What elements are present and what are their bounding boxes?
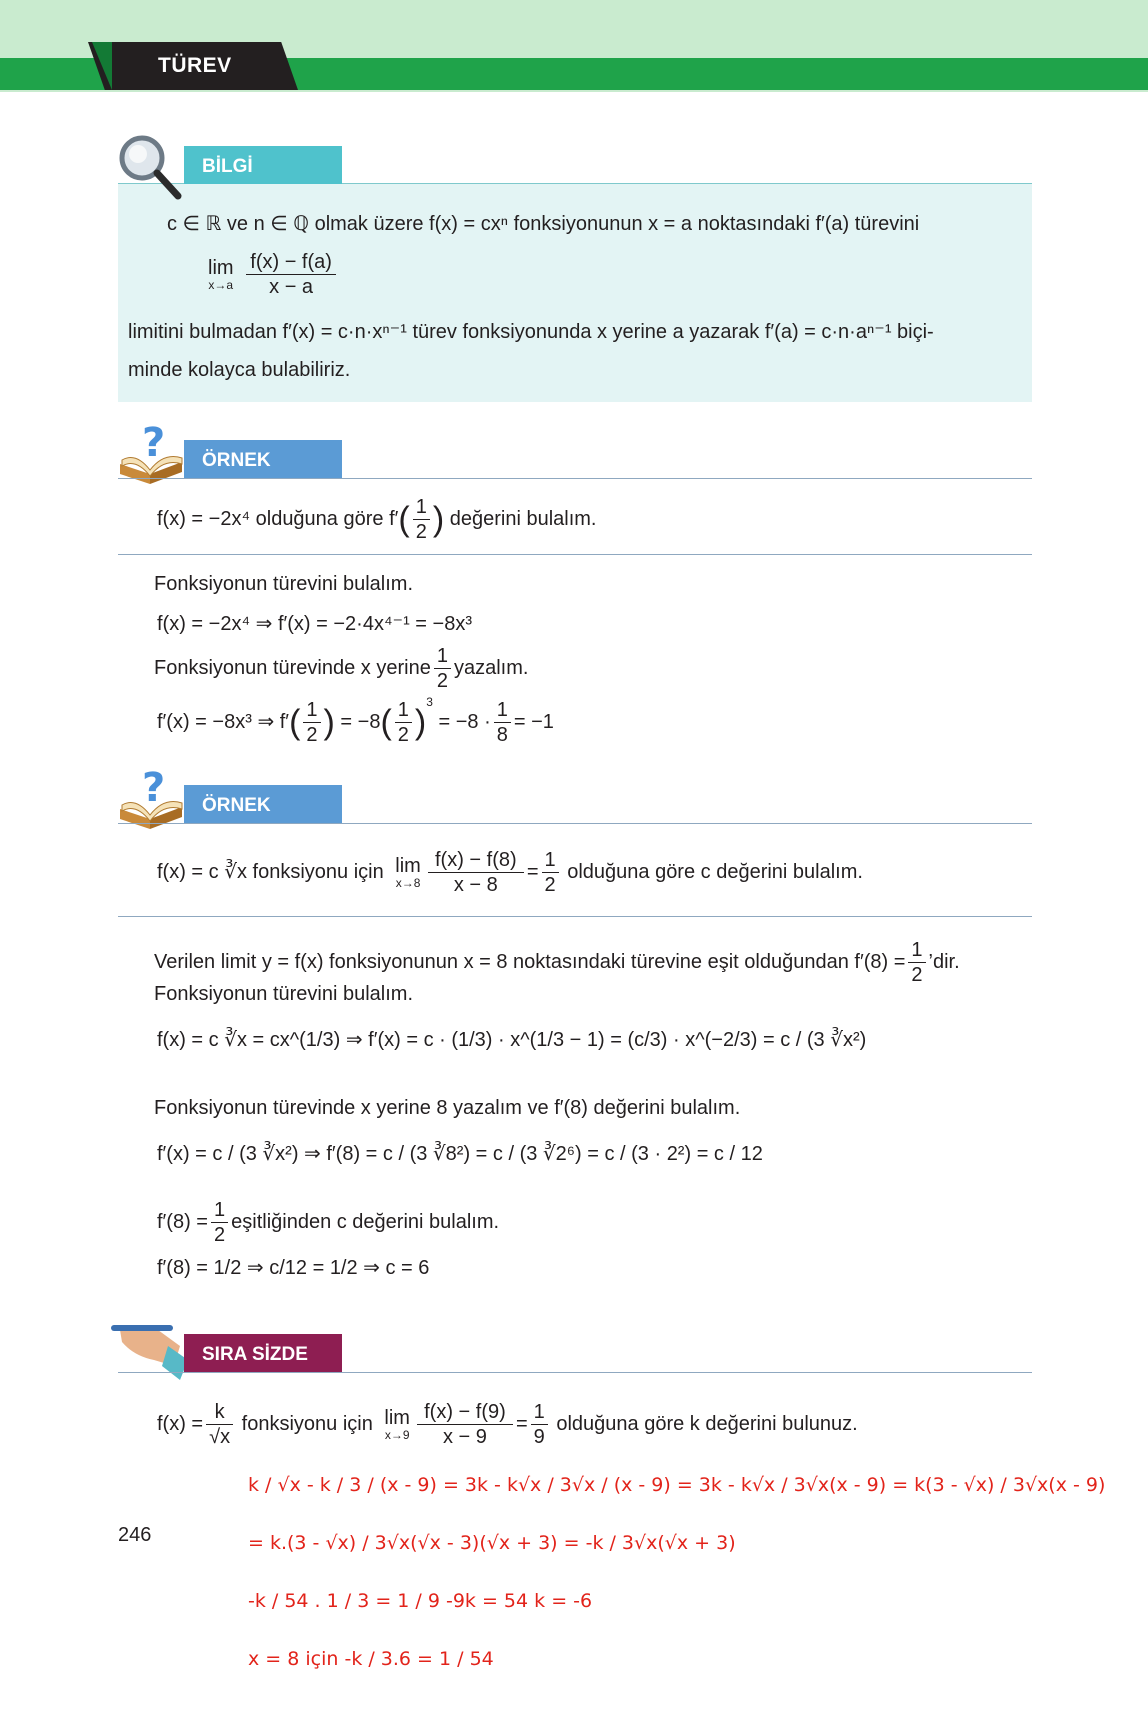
ornek-2-question <box>157 850 863 895</box>
handwritten-line-4: x = 8 için -k / 3.6 = 1 / 54 <box>248 1648 494 1670</box>
s6-post: eşitliğinden c değerini bulalım. <box>231 1210 500 1233</box>
sira-sizde-question <box>157 1402 858 1447</box>
step-3-pre: Fonksiyonun türevinde x yerine <box>154 656 431 679</box>
ornek-1-bottom-rule <box>118 554 1032 555</box>
equals: = <box>515 1412 528 1435</box>
lim-numerator: f(x) − f(a) <box>250 251 332 273</box>
q-post: olduğuna göre c değerini bulalım. <box>567 860 863 883</box>
frac-num: f(x) − f(9) <box>424 1401 506 1423</box>
sira-sizde-rule <box>118 1372 1032 1373</box>
ornek-2-step-5: f′(x) = c / (3 ∛x²) ⇒ f′(8) = c / (3 ∛8²) = c / (3 ∛2⁶) = c / (3 · 2²) = c / 12 <box>157 1143 763 1165</box>
ornek-2-top-rule <box>118 823 1032 824</box>
frac-den: 2 <box>542 872 559 895</box>
handwritten-line-1: k / √x - k / 3 / (x - 9) = 3k - k√x / 3√x / (x - 9) = 3k - k√x / 3√x(x - 9) = k(3 - √x) / 3√x(x - 9) <box>248 1474 1106 1496</box>
ornek-2-step-2: Fonksiyonun türevini bulalım. <box>154 983 414 1005</box>
sira-sizde-header: SIRA SİZDE <box>184 1334 342 1372</box>
ornek-1-q-post: değerini bulalım. <box>449 507 597 530</box>
bilgi-line-4: minde kolayca bulabiliriz. <box>128 359 351 381</box>
ornek-2-step-7: f′(8) = 1/2 ⇒ c/12 = 1/2 ⇒ c = 6 <box>157 1257 430 1279</box>
q-post: olduğuna göre k değerini bulunuz. <box>556 1412 858 1435</box>
step-3-post: yazalım. <box>453 656 529 679</box>
frac-den: 8 <box>494 722 511 745</box>
lim-label: lim <box>395 855 421 877</box>
ornek-1-step-1: Fonksiyonun türevini bulalım. <box>154 573 414 595</box>
ornek-1-header: ÖRNEK <box>184 440 342 478</box>
question-book-icon <box>116 765 188 831</box>
frac-den: 2 <box>908 962 925 985</box>
lim-sub: x→a <box>208 278 234 292</box>
frac-num: 1 <box>533 1401 545 1423</box>
step-4-d: = −1 <box>513 710 554 733</box>
lim-label: lim <box>208 257 234 279</box>
ornek-1-step-2: f(x) = −2x⁴ ⇒ f′(x) = −2·4x⁴⁻¹ = −8x³ <box>157 613 473 635</box>
question-book-icon <box>116 420 188 486</box>
frac-num: 1 <box>911 939 923 961</box>
lim-sub: x→8 <box>395 876 421 890</box>
frac-num: 1 <box>306 699 318 721</box>
frac-den: x − 9 <box>417 1424 513 1447</box>
step-4-c: = −8 · <box>438 710 491 733</box>
frac-num: 1 <box>214 1199 226 1221</box>
bilgi-limit <box>208 252 339 297</box>
ornek-2-header: ÖRNEK <box>184 785 342 823</box>
q-a: f(x) = <box>157 1412 204 1435</box>
frac-num: 1 <box>436 645 448 667</box>
ornek-2-step-1 <box>154 940 960 985</box>
frac-den: 2 <box>395 722 412 745</box>
magnifier-icon <box>114 132 186 202</box>
handwritten-line-3: -k / 54 . 1 / 3 = 1 / 9 -9k = 54 k = -6 <box>248 1590 593 1612</box>
bilgi-line-3: limitini bulmadan f′(x) = c·n·xⁿ⁻¹ türev fonksiyonunda x yerine a yazarak f′(a) = c·n·aⁿ⁻¹ biçi- <box>128 321 934 343</box>
equals: = <box>526 860 539 883</box>
frac-num: 1 <box>397 699 409 721</box>
frac-den: 2 <box>303 722 320 745</box>
frac-num: k <box>214 1401 225 1423</box>
handwritten-line-2: = k.(3 - √x) / 3√x(√x - 3)(√x + 3) = -k / 3√x(√x + 3) <box>248 1532 736 1554</box>
s1-post: ’dir. <box>928 950 960 973</box>
lim-denominator: x − a <box>246 274 336 297</box>
lim-sub: x→9 <box>384 1428 410 1442</box>
ornek-2-bottom-rule <box>118 916 1032 917</box>
frac-den: 2 <box>413 519 430 542</box>
ornek-2-step-3: f(x) = c ∛x = cx^(1/3) ⇒ f′(x) = c · (1/3) · x^(1/3 − 1) = (c/3) · x^(−2/3) = c / (3 ∛x²) <box>157 1029 867 1051</box>
ornek-1-top-rule <box>118 478 1032 479</box>
ornek-2-step-6 <box>157 1200 499 1245</box>
ornek-1-question: f(x) = −2x⁴ olduğuna göre f′( $\frac{1}{2}$ ) değerini bulalım. <box>157 496 597 543</box>
ornek-1-step-3 <box>154 646 528 691</box>
frac-num: 1 <box>496 699 508 721</box>
frac-den: 2 <box>434 668 451 691</box>
page-number: 246 <box>118 1524 152 1546</box>
frac-den: 9 <box>531 1424 548 1447</box>
step-4-a: f′(x) = −8x³ ⇒ f′ <box>157 710 290 733</box>
step-4-b: = −8 <box>340 710 381 733</box>
s6-pre: f′(8) = <box>157 1210 208 1233</box>
bilgi-line-1: c ∈ ℝ ve n ∈ ℚ olmak üzere f(x) = cxⁿ fonksiyonunun x = a noktasındaki f′(a) türevini <box>167 213 920 235</box>
frac-den: x − 8 <box>428 872 524 895</box>
q-a: f(x) = c ∛x fonksiyonu için <box>157 860 384 883</box>
frac-num: f(x) − f(8) <box>434 849 517 871</box>
ornek-1-q-pre: f(x) = −2x⁴ olduğuna göre f′ <box>157 507 399 530</box>
s1-pre: Verilen limit y = f(x) fonksiyonunun x = 8 noktasındaki türevine eşit olduğundan f′(8) = <box>154 950 906 973</box>
lim-label: lim <box>384 1407 410 1429</box>
ornek-1-step-4: f′(x) = −8x³ ⇒ f′( $\frac{1}{2}$ ) = −8( $\frac{1}{2}$ )$^3$ = −8 · $\frac{1}{8}$ = −1 <box>157 695 554 746</box>
frac-den: √x <box>206 1424 233 1447</box>
frac-den: 2 <box>211 1222 228 1245</box>
bilgi-header: BİLGİ <box>184 146 342 184</box>
frac-num: 1 <box>544 849 556 871</box>
svg-text:?: ? <box>142 420 166 466</box>
svg-text:?: ? <box>142 765 166 811</box>
chapter-title: TÜREV <box>158 54 232 77</box>
q-b: fonksiyonu için <box>241 1412 373 1435</box>
frac-num: 1 <box>415 496 427 518</box>
ornek-2-step-4: Fonksiyonun türevinde x yerine 8 yazalım ve f′(8) değerini bulalım. <box>154 1097 741 1119</box>
